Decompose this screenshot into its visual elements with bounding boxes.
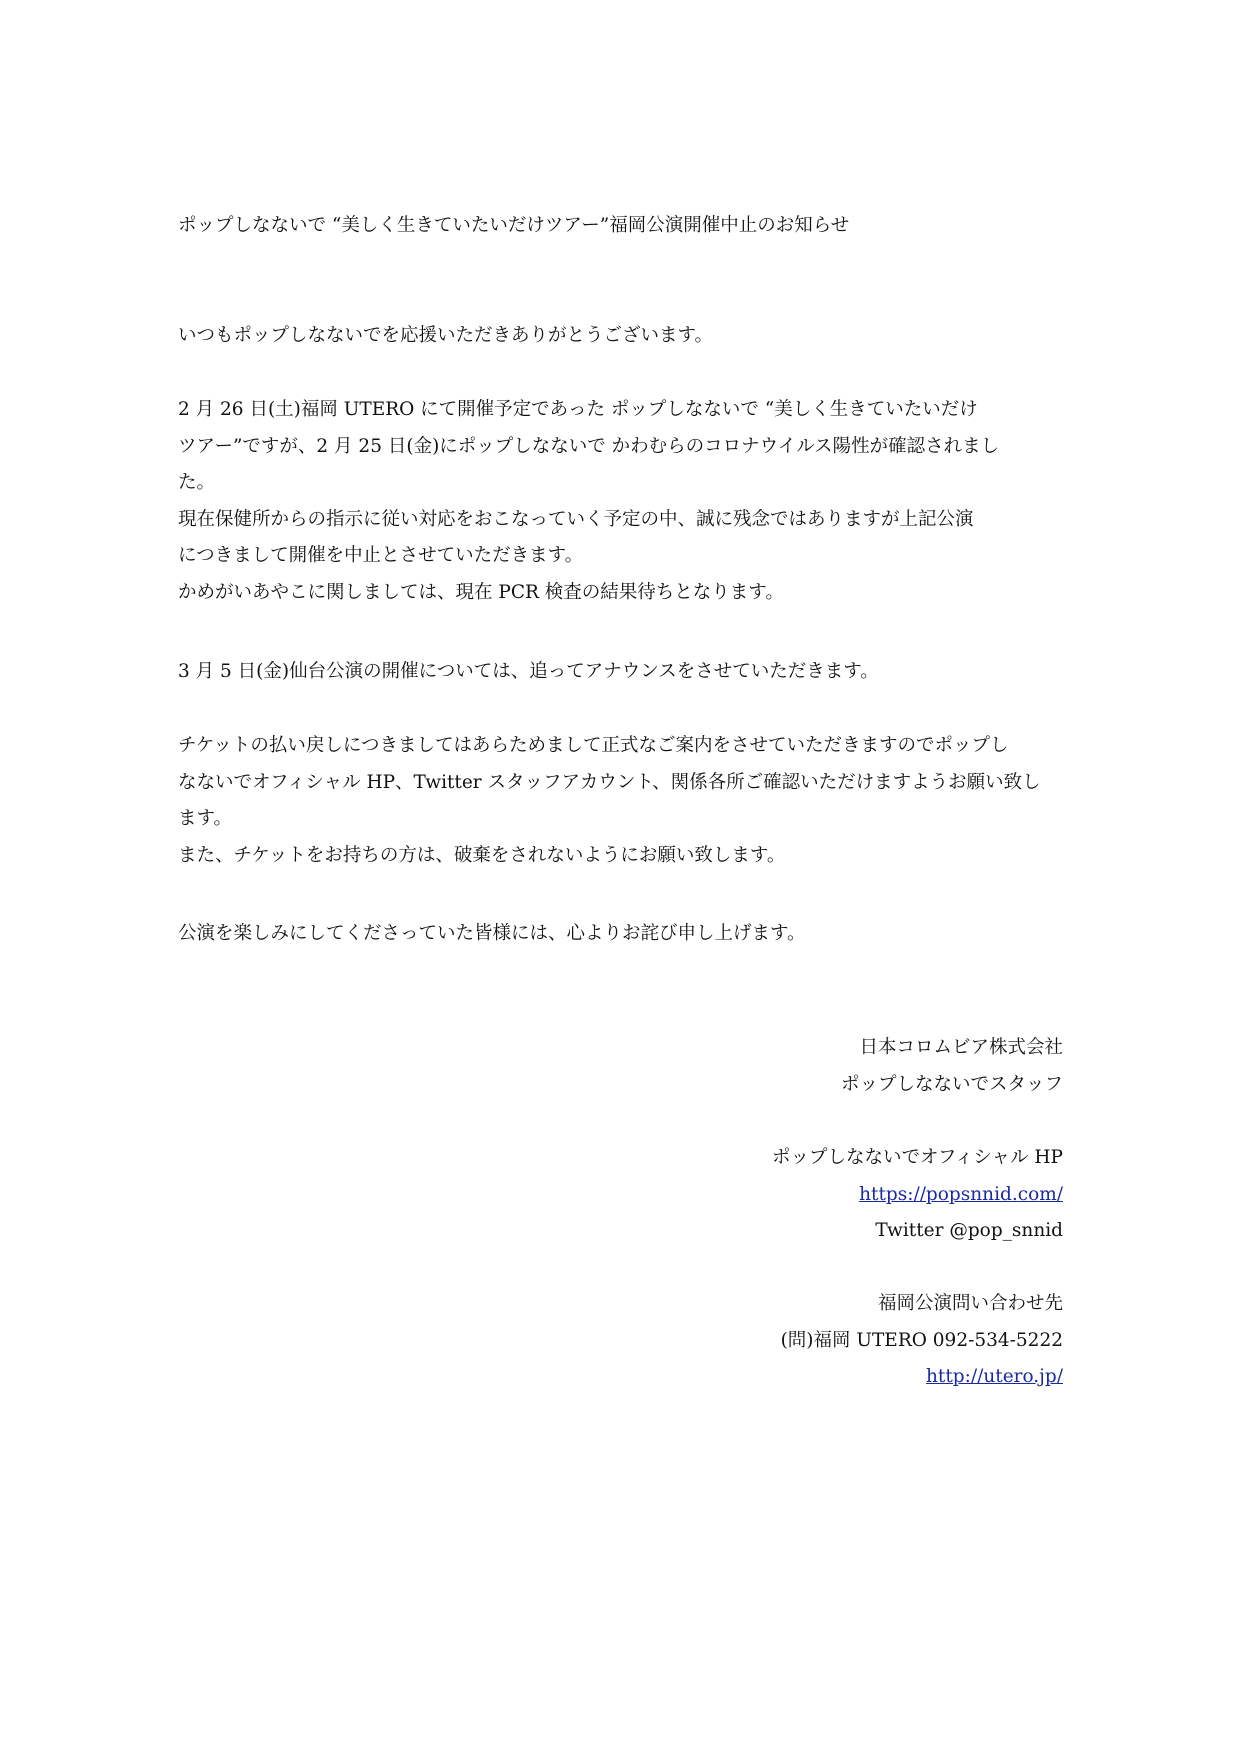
paragraph-line: 現在保健所からの指示に従い対応をおこなっていく予定の中、誠に残念ではありますが上記公演 [178,508,974,530]
staff-name: ポップしなないでスタッフ [840,1073,1063,1095]
paragraph-line: 3 月 5 日(金)仙台公演の開催については、追ってアナウンスをさせていただきます。 [178,661,879,682]
cancellation-paragraph [178,392,1063,611]
paragraph-line: 2 月 26 日(土)福岡 UTERO にて開催予定であった ポップしなないで “美しく生きていたいだけ [178,399,978,420]
official-hp-link[interactable]: https://popsnnid.com/ [859,1183,1063,1205]
paragraph-line: かめがいあやこに関しましては、現在 PCR 検査の結果待ちとなります。 [178,581,784,603]
paragraph-line: につきまして開催を中止とさせていただきます。 [178,545,584,566]
greeting-text: いつもポップしなないでを応援いただきありがとうございます。 [178,325,714,346]
paragraph-line: た。 [178,472,216,493]
inquiry-contact: (問)福岡 UTERO 092-534-5222 [780,1329,1063,1351]
paragraph-line: チケットの払い戻しにつきましてはあらためまして正式なご案内をさせていただきますのでポップし [178,735,1009,756]
official-links-block [563,1140,1063,1250]
apology-paragraph [178,916,1063,953]
company-name: 日本コロムビア株式会社 [859,1037,1063,1058]
signature-block [563,1030,1063,1103]
sendai-paragraph [178,654,1063,691]
paragraph-line: ます。 [178,808,233,829]
inquiry-block [563,1286,1063,1396]
paragraph-line: 公演を楽しみにしてくださっていた皆様には、心よりお詫び申し上げます。 [178,923,806,944]
refund-paragraph [178,728,1063,874]
notice-title: ポップしなないで “美しく生きていたいだけツアー”福岡公演開催中止のお知らせ [178,215,850,236]
utero-link[interactable]: http://utero.jp/ [926,1366,1063,1387]
paragraph-line: また、チケットをお持ちの方は、破棄をされないようにお願い致します。 [178,844,786,866]
paragraph-line: ツアー”ですが、2 月 25 日(金)にポップしなないで かわむらのコロナウイルス陽性が確認されまし [178,435,1000,457]
greeting-paragraph [178,318,1063,355]
inquiry-label: 福岡公演問い合わせ先 [877,1293,1063,1314]
official-hp-label: ポップしなないでオフィシャル HP [771,1147,1063,1168]
paragraph-line: なないでオフィシャル HP、Twitter スタッフアカウント、関係各所ご確認いただけますようお願い致し [178,771,1041,793]
twitter-handle: Twitter @pop_snnid [875,1220,1063,1241]
